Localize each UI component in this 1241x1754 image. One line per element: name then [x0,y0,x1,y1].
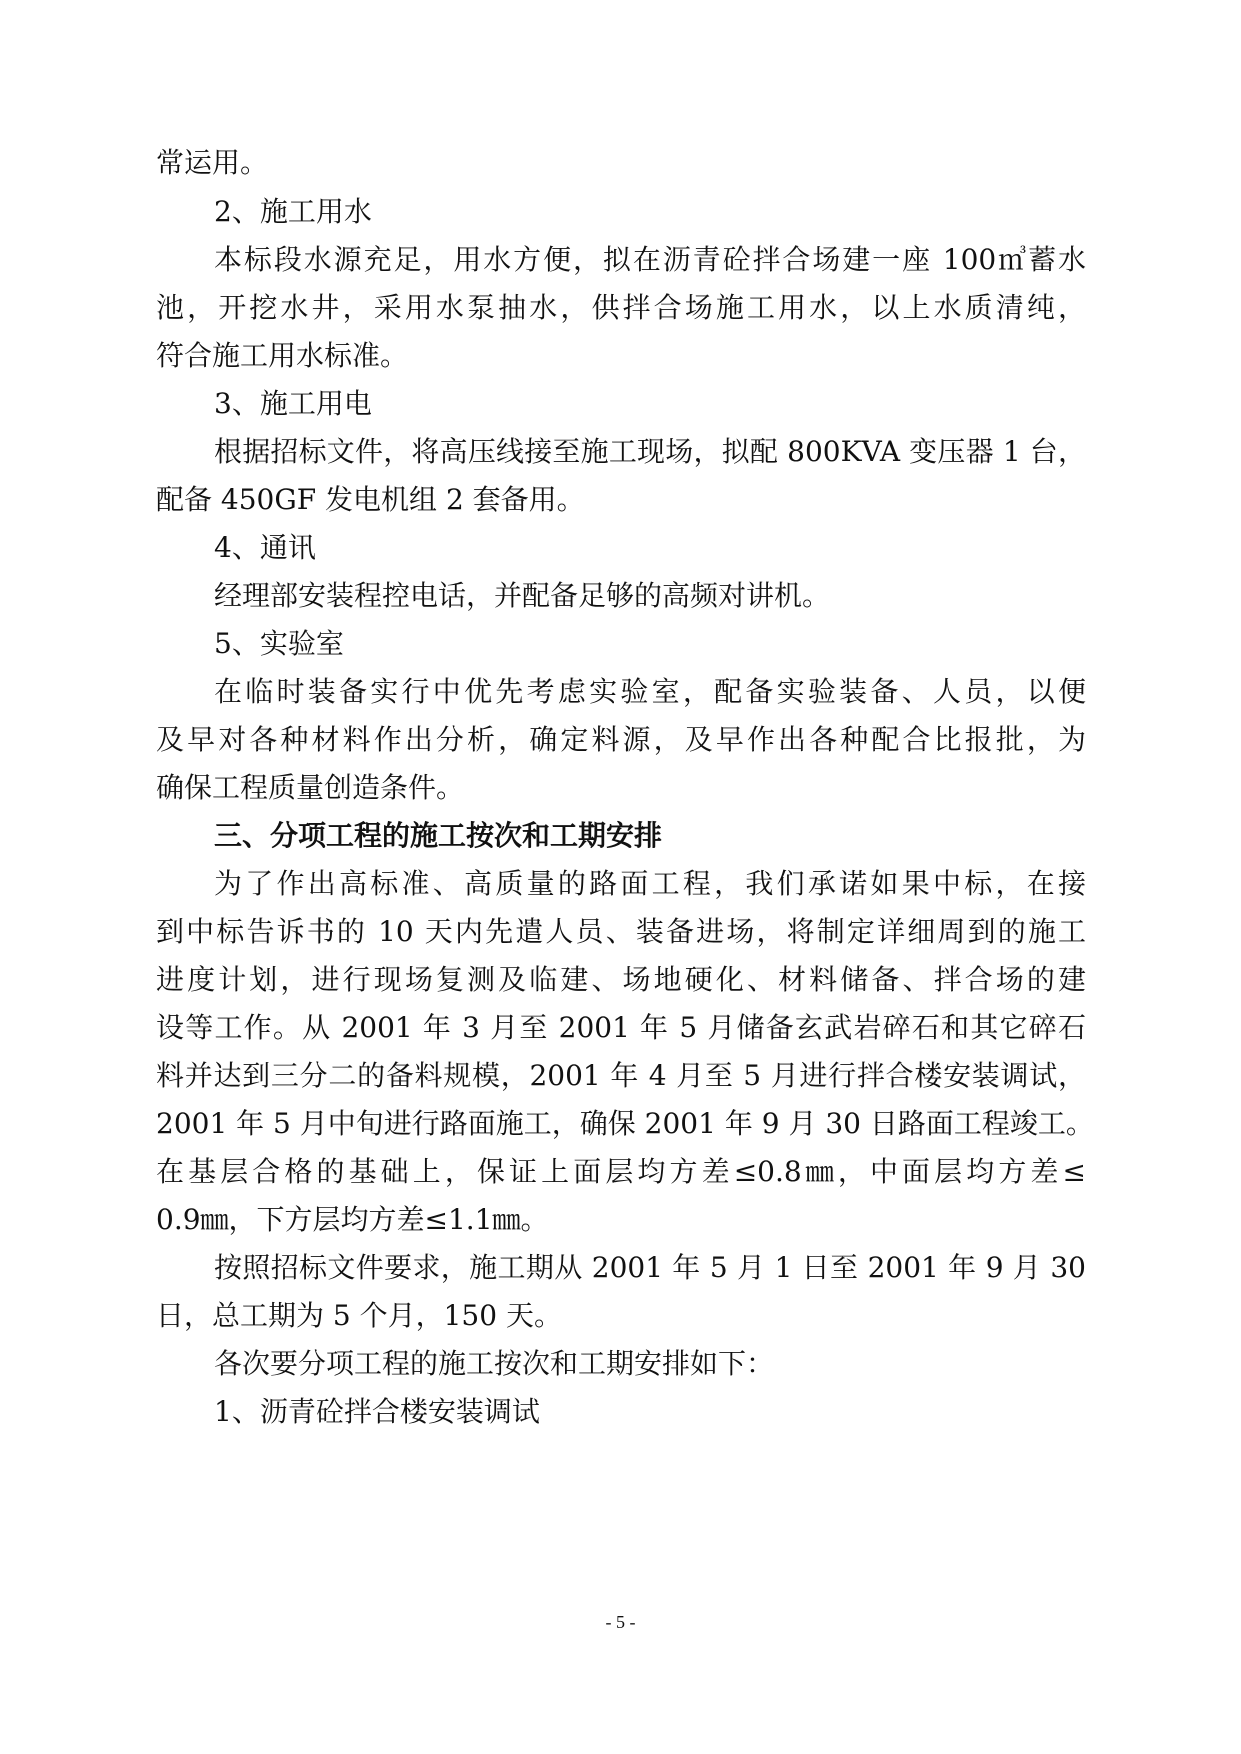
text-line: 到中标告诉书的 10 天内先遣人员、装备进场，将制定详细周到的施工 [156,915,1086,948]
text-line: 经理部安装程控电话，并配备足够的高频对讲机。 [214,579,831,612]
subheading: 2、施工用水 [214,195,372,228]
text-line: 按照招标文件要求，施工期从 2001 年 5 月 1 日至 2001 年 9 月 30 [214,1251,1086,1284]
subheading: 3、施工用电 [214,387,372,420]
text-line: 根据招标文件，将高压线接至施工现场，拟配 800KVA 变压器 1 台， [214,435,1086,468]
text-line: 进度计划，进行现场复测及临建、场地硬化、材料储备、拌合场的建 [156,963,1086,996]
section-heading: 三、分项工程的施工按次和工期安排 [214,819,663,852]
text-line: 在临时装备实行中优先考虑实验室，配备实验装备、人员，以便 [214,675,1086,708]
text-line: 各次要分项工程的施工按次和工期安排如下： [214,1347,775,1380]
text-line: 常运用。 [156,146,269,179]
text-line: 符合施工用水标准。 [156,339,409,372]
text-line: 池，开挖水井，采用水泵抽水，供拌合场施工用水，以上水质清纯， [156,291,1086,324]
text-line: 为了作出高标准、高质量的路面工程，我们承诺如果中标，在接 [214,867,1086,900]
text-line: 及早对各种材料作出分析，确定料源，及早作出各种配合比报批，为 [156,723,1086,756]
page-number: - 5 - [605,1612,636,1632]
text-line: 0.9㎜，下方层均方差≤1.1㎜。 [156,1203,549,1236]
text-line: 2001 年 5 月中旬进行路面施工，确保 2001 年 9 月 30 日路面工程竣工。 [156,1107,1094,1140]
subheading: 4、通讯 [214,531,316,564]
text-line: 配备 450GF 发电机组 2 套备用。 [156,483,585,516]
text-line: 在基层合格的基础上，保证上面层均方差≤0.8㎜，中面层均方差≤ [156,1155,1086,1188]
text-line: 日，总工期为 5 个月，150 天。 [156,1299,562,1332]
text-line: 设等工作。从 2001 年 3 月至 2001 年 5 月储备玄武岩碎石和其它碎石 [156,1011,1086,1044]
subheading: 1、沥青砼拌合楼安装调试 [214,1395,540,1428]
text-line: 料并达到三分二的备料规模，2001 年 4 月至 5 月进行拌合楼安装调试， [156,1059,1086,1092]
text-line: 确保工程质量创造条件。 [156,771,465,804]
text-line: 本标段水源充足，用水方便，拟在沥青砼拌合场建一座 100㎥蓄水 [214,243,1086,276]
subheading: 5、实验室 [214,627,344,660]
